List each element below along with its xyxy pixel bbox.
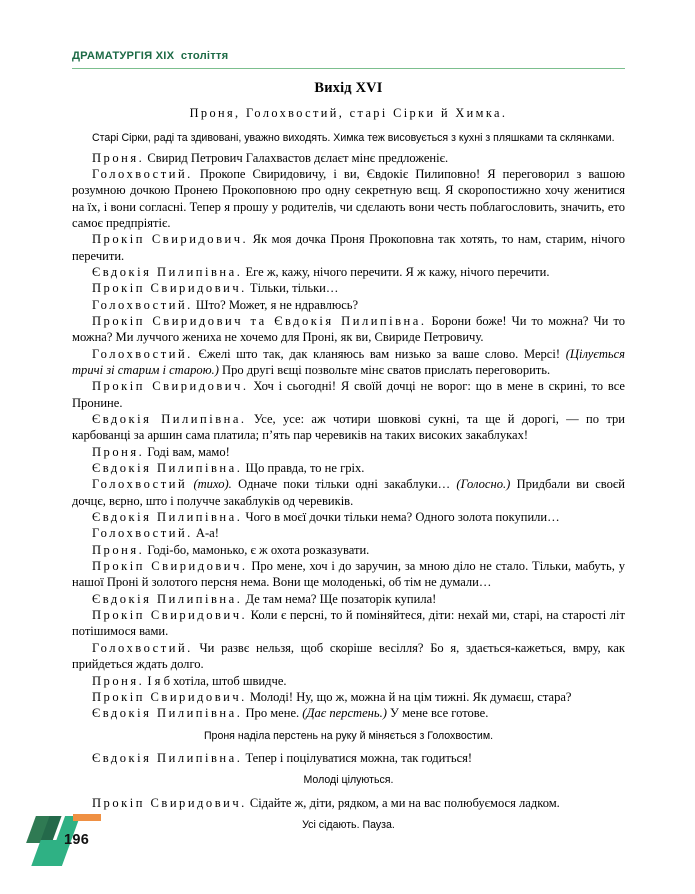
speech-line [72,444,625,460]
speech-line [72,297,625,313]
speech-text: Про мене, хоч і до заручин, за мною діло не стало. Тільки, мабуть, у нашої Проні й золотого персня нема. Вони ще молоденькі, об тім не думали… [72,559,625,590]
speaker-name: Проня. [92,150,145,165]
speech-text: Коли є персні, то й поміняйтеся, діти: нехай ми, старі, на старості літ потішимося вами. [72,608,625,639]
cast-names: Проня, Голохвостий, старі Сірки й Химка. [189,106,508,120]
speaker-name: Голохвостий. [92,640,193,655]
speaker-name: Проня. [92,444,145,459]
speech-text-continued: Про другі вєщі позвольте мінє сватов прислать переговорить. [218,362,551,377]
speech-text: Што? Может, я не ндравлюсь? [192,297,359,312]
speech-line [72,346,625,379]
speech-line [72,558,625,591]
speech-text: Як моя дочка Проня Прокоповна так хотять, то нам, старим, нічого перечити. [72,232,625,263]
speaker-name: Прокіп Свиридович. [92,689,247,704]
running-head [72,49,625,63]
scene-cast-list [72,106,625,121]
speech-text: Тільки, тільки… [246,281,339,296]
speech-text: Молоді! Ну, що ж, можна й на цім тижні. Як думаєш, стара? [246,689,572,704]
running-head-main: ДРАМАТУРГІЯ XIX [72,50,175,62]
speaker-name: Проня. [92,673,145,688]
speech-line [72,264,625,280]
speech-line [72,231,625,264]
speaker-name: Голохвостий. [92,526,193,541]
speech-text-continued: У мене все готове. [386,706,489,721]
inline-stage-direction: (Дає перстень.) [302,706,387,721]
speech-line [72,750,625,766]
speech-text: Одначе поки тільки одні закаблуки… [231,477,457,492]
page-footer [0,810,695,894]
speaker-name: Прокіп Свиридович. [92,608,248,623]
speech-text: Про мене. [242,706,303,721]
speaker-name: Євдокія Пилипівна. [92,461,243,476]
speech-text: Чи развє нельзя, щоб скоріше весілля? Бо я, здається-кажеться, вмру, как прийдеться ждать долго. [72,640,625,672]
speech-line [72,280,625,296]
speech-line [72,673,625,689]
speaker-name: Голохвостий [92,477,188,492]
speech-line [72,795,625,811]
speech-line [72,313,625,346]
speech-line [72,378,625,411]
speaker-name: Євдокія Пилипівна. [92,412,247,426]
speech-text: Борони боже! Чи то можна? Чи то можна? Ми луччого жениха не хочемо для Проні, як ви, Свириде Петровичу. [72,313,625,345]
speaker-name: Євдокія Пилипівна. [92,264,243,279]
speech-text-continued: Придбали ви своєй дочцє, вєрно, што і получче закаблуків од черевиків. [72,477,625,508]
speech-text: Тепер і поцілуватися можна, так годиться! [242,751,473,766]
speech-text: І я б хотіла, штоб швидче. [144,673,287,688]
speech-text: А-а! [192,526,219,541]
speech-text: Чого в моєї дочки тільки нема? Одного золота покупили… [242,510,560,525]
opening-stage-direction: Старі Сірки, раді та здивовані, уважно виходять. Химка теж висовується з кухні з пляшками та склянками. [92,132,615,144]
speech-line [72,411,625,444]
speech-line [72,689,625,705]
speaker-name: Прокіп Свиридович. [92,281,247,296]
speaker-name: Прокіп Свиридович. [92,379,249,394]
page-number: 196 [64,832,90,848]
speech-line [72,476,625,509]
speech-line [72,607,625,640]
speaker-name: Прокіп Свиридович. [92,795,247,810]
speaker-name: Прокіп Свиридович. [92,559,248,574]
speech-text: Сідайте ж, діти, рядком, а ми на вас полюбуємося ладком. [246,795,560,810]
speech-text: Що правда, то не гріх. [242,461,365,476]
speaker-name: Голохвостий. [92,166,193,181]
speech-text: Де там нема? Ще позаторік купила! [242,591,437,606]
speech-text: Годі-бо, мамонько, є ж охота розказувати. [144,542,370,557]
speaker-name: Прокіп Свиридович та Євдокія Пилипівна. [92,313,427,328]
header-divider-rule [72,68,625,69]
speech-text: Свирид Петрович Галахвастов дєлаєт мінє предложеніє. [144,150,449,165]
stage-direction-ring: Проня наділа перстень на руку й міняється з Голохвостим. [203,729,494,742]
inline-stage-direction: (Голосно.) [456,477,511,492]
speaker-name: Прокіп Свиридович. [92,232,249,247]
speech-line [72,166,625,231]
speech-line [72,509,625,525]
stage-direction-sit: Усі сідають. Пауза. [302,819,395,832]
speech-line [72,525,625,541]
logo-shape-orange-bar [73,814,101,821]
speech-line [72,640,625,673]
speech-text: Хоч і сьогодні! Я своїй дочці не ворог: що в мене в скрині, то все Пронине. [72,379,626,410]
speaker-name: Голохвостий. [92,297,193,312]
speech-line [72,150,625,166]
scene-title: Вихід XVI [314,80,383,96]
inline-stage-direction-pre: (тихо). [187,477,232,492]
speaker-name: Євдокія Пилипівна. [92,751,243,766]
inline-stage-direction: (Цілується тричі зі старим і старою.) [72,346,625,377]
speaker-name: Євдокія Пилипівна. [92,510,243,525]
speech-text: Годі вам, мамо! [144,444,230,459]
speech-line [72,591,625,607]
speech-text: Прокопе Свиридовичу, і ви, Євдокіє Пилиповно! Я переговорил з вашою розумною дочкою Пронею Прокоповною про одну секретную вєщ. Я скоропостижно хочу женитися на їх, і вони согласні. Тепер я прошу у родителів, чи сдєлають вони честь поблагословить, значить, ето самоє предпріятіє. [72,166,625,230]
speech-text: Еге ж, кажу, нічого перечити. Я ж кажу, нічого перечити. [242,264,550,279]
running-head-label [72,49,625,63]
stage-direction-kiss: Молоді цілуються. [303,774,394,787]
speech-text: Усе, усе: аж чотири шовкові сукні, та ще й дорогі, — по три карбованці за аршин сама платила; п’ять пар черевиків на таких високих закаблуках! [72,412,625,443]
speech-line [72,460,625,476]
speaker-name: Євдокія Пилипівна. [92,706,243,721]
speaker-name: Євдокія Пилипівна. [92,591,243,606]
running-head-sub: століття [180,50,229,62]
speech-line [72,705,625,721]
speaker-name: Проня. [92,542,145,557]
speech-line [72,542,625,558]
speech-text: Єжелі што так, дак кланяюсь вам низько за ваше слово. Мерсі! [192,346,566,361]
page-content [72,76,625,840]
speaker-name: Голохвостий. [92,346,193,361]
